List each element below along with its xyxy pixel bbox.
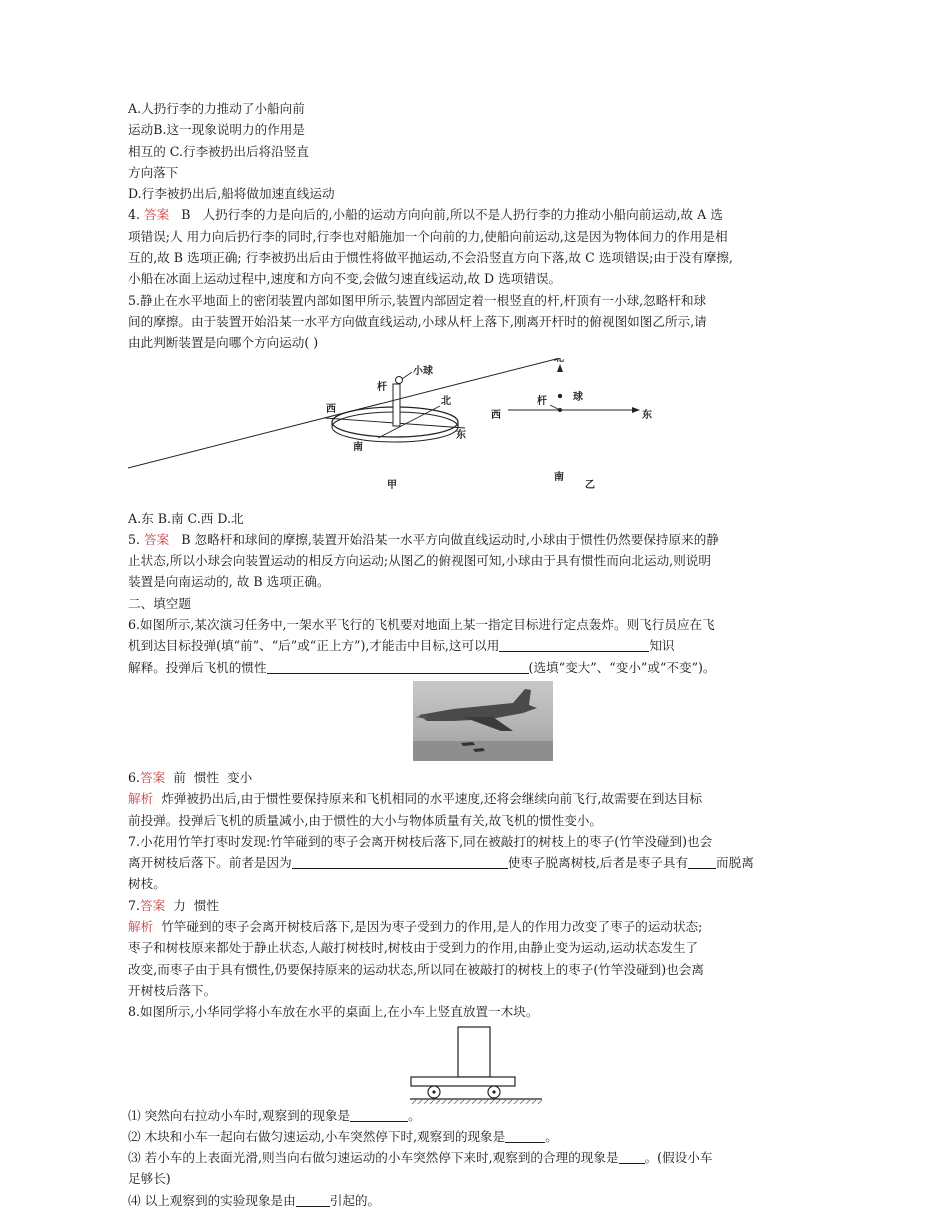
q8-sub3-line2: 足够长): [128, 1171, 171, 1187]
q6-analysis-label: 解析: [128, 791, 154, 807]
q6-answer: [128, 767, 828, 788]
q7-blank-inertia[interactable]: [688, 854, 716, 869]
caption-jia: 甲: [387, 479, 397, 491]
north-arrow: [557, 364, 563, 372]
q4-option-b-start: 运动B.这一现象说明力的作用是: [128, 122, 305, 138]
yi-label-west: 西: [491, 409, 501, 421]
q4-option-a: A.人扔行李的力推动了小船向前: [128, 101, 305, 116]
wooden-block: [458, 1027, 490, 1077]
q8-blank-2[interactable]: [505, 1128, 545, 1143]
jet-wing: [463, 717, 513, 731]
q4-answer-label: 答案: [144, 207, 170, 223]
q8-blank-3[interactable]: [619, 1149, 645, 1164]
q8-sub3: [128, 1147, 828, 1168]
q8-sub3-text: ⑶ 若小车的上表面光滑,则当向右做匀速运动的小车突然停下来时,观察到的合理的现象是: [128, 1150, 619, 1166]
q7-analysis-line4: 开树枝后落下。: [128, 982, 217, 998]
q6-answer-text: 前 惯性 变小: [173, 769, 253, 785]
fighter-jet-photo: [413, 681, 553, 761]
cart-figure-svg: [128, 1023, 828, 1105]
wheel-axle-right: [492, 1090, 495, 1093]
q7-line2-text: 离开树枝后落下。前者是因为: [128, 855, 292, 871]
q8-sub4-text: ⑷ 以上观察到的实验现象是由: [128, 1192, 296, 1208]
q4-answer: [128, 204, 828, 225]
yi-label-east: 东: [642, 409, 652, 421]
label-small-ball: 小球: [413, 365, 433, 377]
cart-body: [411, 1077, 515, 1086]
caption-yi: 乙: [585, 479, 595, 491]
q4-answer-line1: 人扔行李的力是向后的,小船的运动方向向前,所以不是人扔行李的力推动小船向前运动,故 A 选: [202, 207, 723, 223]
q8-blank-1[interactable]: [350, 1107, 408, 1122]
q5-answer-number: 5.: [128, 531, 141, 547]
q8-sub4: [128, 1190, 828, 1211]
q7-answer-label: 答案: [140, 897, 166, 913]
q7-analysis: [128, 916, 828, 937]
q5-line3: 由此判断装置是向哪个方向运动( ): [128, 335, 319, 351]
q6-answer-number: 6.: [128, 769, 141, 785]
q8-sub4-end: 引起的。: [329, 1192, 381, 1208]
q4-option-c-end: 方向落下: [128, 164, 179, 180]
q5-answer: [128, 529, 828, 550]
q6-analysis-line2: 前投弹。投弹后飞机的质量减小,由于惯性的大小与物体质量有关,故飞机的惯性变小。: [128, 812, 602, 828]
q8-blank-4[interactable]: [296, 1192, 330, 1207]
q7-answer-number: 7.: [128, 897, 141, 913]
fighter-jet-svg: [413, 681, 553, 761]
q7-analysis-line3: 改变,而枣子由于具有惯性,仍要保持原来的运动状态,所以同在被敲打的树枝上的枣子(竹竿没碰到)也会离: [128, 961, 704, 977]
wheel-axle-left: [432, 1090, 435, 1093]
q8-sub1-text: ⑴ 突然向右拉动小车时,观察到的现象是: [128, 1107, 351, 1123]
q5-line1: 5.静止在水平地面上的密闭装置内部如图甲所示,装置内部固定着一根竖直的杆,杆顶有一小球,忽略杆和球: [128, 292, 707, 308]
q5-answer-line3: 装置是向南运动的, 故 B 选项正确。: [128, 574, 330, 590]
q8-sub2: [128, 1126, 828, 1147]
jet-body: [419, 689, 537, 721]
q4-answer-number: 4.: [128, 207, 141, 223]
q4-answer-line4: 小船在冰面上运动过程中,速度和方向不变,会做匀速直线运动,故 D 选项错误。: [128, 271, 562, 287]
q6-line2: [128, 635, 828, 656]
label-west: 西: [326, 403, 336, 415]
q7-analysis-line2: 枣子和树枝原来都处于静止状态,人敲打树枝时,树枝由于受到力的作用,由静止变为运动,运动状态发生了: [128, 940, 699, 956]
q7-line1: 7.小花用竹竿打枣时发现:竹竿碰到的枣子会离开树枝后落下,同在被敲打的树枝上的枣子(竹竿没碰到)也会: [128, 833, 713, 849]
ball-point: [558, 393, 562, 397]
q4-answer-line2: 项错误;人 用力向后扔行李的同时,行李也对船施加一个向前的力,使船向前运动,这是因为物体间力的作用是相: [128, 228, 728, 244]
q7-analysis-line1: 竹竿碰到的枣子会离开树枝后落下,是因为枣子受到力的作用,是人的作用力改变了枣子的运动状态;: [161, 919, 703, 935]
q7-blank-force[interactable]: [292, 854, 508, 869]
q6-line3-text: 解释。投弹后飞机的惯性: [128, 659, 267, 675]
q4-answer-choice: B: [181, 207, 191, 223]
q5-options: A.东 B.南 C.西 D.北: [128, 510, 244, 526]
q4-answer-line3: 互的,故 B 选项正确; 行李被扔出后由于惯性将做平抛运动,不会沿竖直方向下落,故 C 选项错误;由于没有摩擦,: [128, 250, 733, 266]
ball-label-pointer: [402, 372, 412, 379]
section-title-fill-in: 二、填空题: [128, 595, 191, 611]
cart-figure: [128, 1023, 828, 1105]
q5-line2: 间的摩擦。由于装置开始沿某一水平方向做直线运动,小球从杆上落下,刚离开杆时的俯视图如图乙所示,请: [128, 313, 707, 329]
figure-jia: [325, 364, 466, 491]
label-rod: 杆: [377, 381, 387, 393]
label-north: 北: [441, 395, 451, 407]
q8-sub1: [128, 1105, 828, 1126]
label-east: 东: [456, 429, 466, 441]
q7-analysis-label: 解析: [128, 919, 154, 935]
q6-analysis-line1: 炸弹被扔出后,由于惯性要保持原来和飞机相同的水平速度,还将会继续向前飞行,故需要在到达目标: [161, 791, 703, 807]
q5-answer-choice: B: [181, 531, 191, 547]
yi-label-ball: 球: [573, 391, 583, 403]
q8-line1: 8.如图所示,小华同学将小车放在水平的桌面上,在小车上竖直放置一木块。: [128, 1004, 539, 1020]
q7-line3: 树枝。: [128, 876, 166, 892]
q6-blank-inertia[interactable]: [267, 659, 529, 674]
document-page: [128, 98, 828, 1211]
table-hatching: [412, 1099, 542, 1104]
small-ball: [396, 376, 403, 383]
q6-blank-knowledge[interactable]: [499, 637, 649, 652]
rod-point: [558, 408, 562, 412]
q7-answer-text: 力 惯性: [173, 897, 220, 913]
vertical-rod: [393, 384, 400, 426]
q7-line2-end: 而脱离: [716, 855, 754, 871]
q6-line3-end: (选填“变大”、“变小”或“不变”)。: [528, 659, 716, 675]
q7-line2: [128, 852, 828, 873]
q5-answer-label: 答案: [144, 531, 170, 547]
yi-label-rod: 杆: [537, 395, 547, 407]
east-arrow: [632, 407, 640, 413]
q4-option-c-start: 相互的 C.行李被扔出后将沿竖直: [128, 143, 309, 159]
q8-sub2-text: ⑵ 木块和小车一起向右做匀速运动,小车突然停下时,观察到的现象是: [128, 1128, 506, 1144]
q8-sub1-end: 。: [408, 1107, 421, 1123]
q5-answer-line2: 止状态,所以小球会向装置运动的相反方向运动;从图乙的俯视图可知,小球由于具有惯性而向北运动,则说明: [128, 553, 711, 569]
q4-option-d: D.行李被扔出后,船将做加速直线运动: [128, 186, 335, 202]
yi-label-south: 南: [554, 471, 564, 483]
q6-answer-label: 答案: [140, 769, 166, 785]
yi-label-north: 北: [554, 357, 564, 364]
q6-line2-text: 机到达目标投弹(填“前”、“后”或“正上方”),才能击中目标,这可以用: [128, 638, 500, 654]
figure-yi: [128, 358, 652, 491]
q8-sub3-end: 。(假设小车: [644, 1150, 713, 1166]
q5-answer-line1: 忽略杆和球间的摩擦,装置开始沿某一水平方向做直线运动时,小球由于惯性仍然要保持原来的静: [194, 531, 719, 547]
label-south: 南: [353, 441, 363, 453]
q5-figures: [128, 358, 828, 508]
q6-line2-end: 知识: [649, 638, 675, 654]
q6-analysis: [128, 788, 828, 809]
q8-sub2-end: 。: [545, 1128, 558, 1144]
q5-figures-svg: [128, 358, 828, 508]
q7-answer: [128, 895, 828, 916]
q6-line1: 6.如图所示,某次演习任务中,一架水平飞行的飞机要对地面上某一指定目标进行定点轰炸。则飞行员应在飞: [128, 617, 715, 633]
q7-line2-mid: 使枣子脱离树枝,后者是枣子具有: [507, 855, 689, 871]
q6-line3: [128, 657, 828, 678]
